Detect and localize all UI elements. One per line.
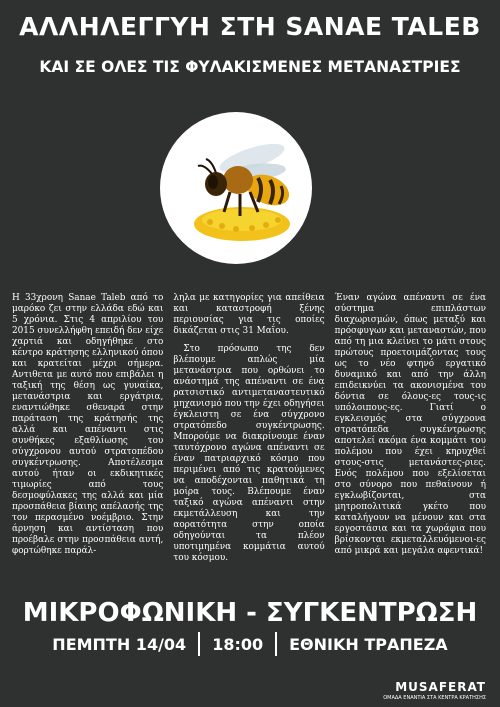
paragraph: Έναν αγώνα απέναντι σε ένα σύστημα επιπλάστων διαχωρισμών, όπως μεταξύ και πρόσφυγων και μεταναστών, που από τη μια κλείνει το μάτι στους πρώτους προετοιμάζοντας τους ως το νέο φτηνό εργατικό δυναμικό και από την άλλη επιδεικνύει τα ακονισμένα του δόντια σε όλους-ες τους-ις υπόλοιπους-ες. Γιατί ο εγκλεισμός στα σύγχρονα στρατόπεδα συγκέντρωσης αποτελεί ακόμα ένα κομμάτι του πολέμου που έχει κηρυχθεί στους-στις μετανάστες-ριες. Ενός πολέμου που εξελίσεται στο σύνορο που πεθαίνουν ή εγκλωβίζονται, στα μητροπολιτικά γκέτο που καταλήγουν να μένουν και στα εργοστάσια και τα χωράφια που βρίσκονται εκμεταλλευόμενοι-ες από μικρά και μεγάλα αφεντικά! <box>334 293 486 556</box>
event-place: ΕΘΝΙΚΗ ΤΡΑΠΕΖΑ <box>289 634 448 654</box>
poster-subtitle: ΚΑΙ ΣΕ ΟΛΕΣ ΤΙΣ ΦΥΛΑΚΙΣΜΕΝΕΣ ΜΕΤΑΝΑΣΤΡΙΕΣ <box>39 58 461 76</box>
article-columns <box>12 293 486 571</box>
paragraph: Η 33χρονη Sanae Taleb από το μαρόκο ζει στην ελλάδα εδώ και 5 χρόνια. Στις 4 απριλίου του 2015 συνελλήφθη επειδή δεν είχε χαρτιά και οδηγήθηκε στο κέντρο κράτησης ελληνικού όπου και κρατείται μέχρι σήμερα. Αντιθετα με αυτό που επιβάλει η ταξική της θέση ως γυναίκα, μετανάστρια και εργάτρια, εναντιώθηκε σθεναρά στην παράταση της κράτησής της αλλά και απέναντι στις συνθήκες εξαθλίωσης του σύγχρονου αυτού στρατοπέδου συγκέντρωσης. Αποτέλεσμα αυτού ήταν οι εκδικητικές τιμωρίες από τους δεσμοφύλακες της αλλά και μία προσπάθεια βίαιης απέλασής της τον περασμένο νοέμβριο. Στην άρνηση και αντίσταση που προέβαλε στην προσπάθεια αυτή, φορτώθηκε παράλ- <box>12 293 164 556</box>
bee-on-flower-icon <box>160 112 312 264</box>
article-column-3 <box>335 293 486 571</box>
logo-name: MUSAFERAT <box>395 680 486 694</box>
article-column-1 <box>12 293 163 571</box>
event-title: ΜΙΚΡΟΦΩΝΙΚΗ - ΣΥΓΚΕΝΤΡΩΣΗ <box>22 598 478 628</box>
logo-tagline: ΟΜΑΔΑ ΕΝΑΝΤΙΑ ΣΤΑ ΚΕΝΤΡΑ ΚΡΑΤΗΣΗΣ <box>383 695 486 701</box>
poster-title: ΑΛΛΗΛΕΓΓΥΗ ΣΤΗ SANAE TALEB <box>19 12 481 41</box>
event-time: 18:00 <box>212 634 264 654</box>
paragraph: Στο πρόσωπο της δεν βλέπουμε απλώς μία μετανάστρια που ορθώνει το ανάστημά της απέναντι σε ένα ρατσιστικό αντιμεταναστευτικό μηχανισμό που την έχει οδηγήσει έγκλειστη σε ένα σύγχρονο στρατόπεδο συγκέντρωσης. Μπορούμε να διακρίνουμε έναν ταυτόχρονο αγώνα απέναντι σε έναν πατριαρχικό κόσμο που περιμένει από τις κρατούμενες να αποδέχονται παθητικά τη μοίρα τους. Βλέπουμε έναν ταξικό αγώνα απέναντι στην εκμετάλλευση και την αορατότητα στην οποία οδηγούνται τα πλέον υποτιμημένα κομμάτια αυτού του κόσμου. <box>173 344 325 563</box>
divider <box>198 632 200 656</box>
organizer-logo <box>383 680 486 701</box>
article-column-2 <box>173 293 324 571</box>
bee-image <box>160 112 312 264</box>
divider <box>275 632 277 656</box>
paragraph: ληλα με κατηγορίες για απείθεια και καταστροφή ξένης περιουσίας για τις οποίες δικάζεται στις 31 Μαΐου. <box>173 293 325 336</box>
event-date: ΠΕΜΠΤΗ 14/04 <box>52 634 187 654</box>
event-info <box>0 632 500 656</box>
